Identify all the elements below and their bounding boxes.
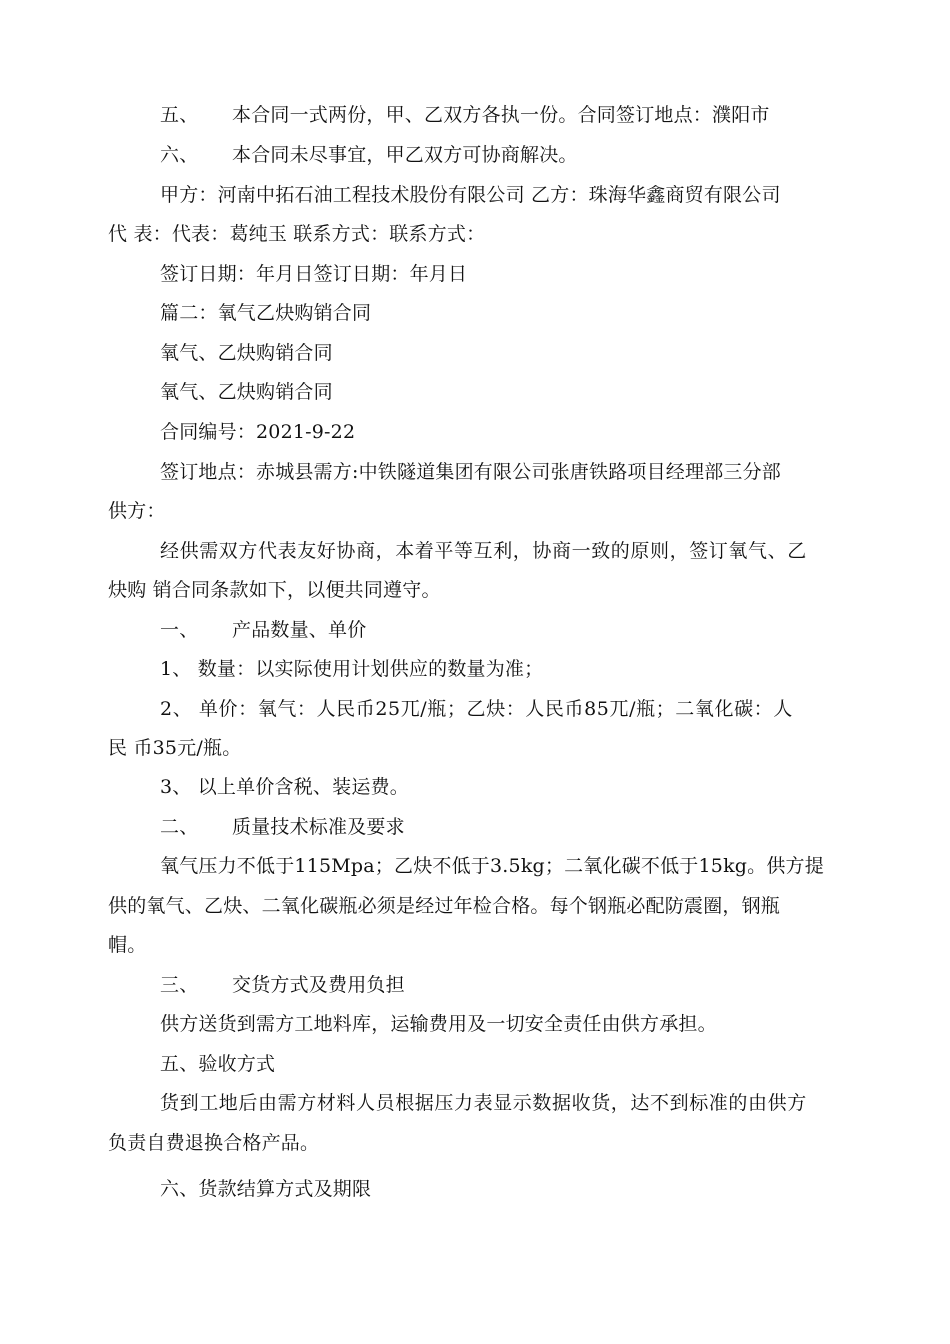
clause-one <box>160 618 366 642</box>
party-names: 甲方：河南中拓石油工程技术股份有限公司 乙方：珠海华鑫商贸有限公司 <box>160 184 781 206</box>
preamble-line: 炔购 销合同条款如下，以便共同遵守。 <box>108 579 441 601</box>
clause-number: 一、 <box>160 619 199 641</box>
clause-number: 三、 <box>160 974 199 996</box>
item-quantity: 1、 数量：以实际使用计划供应的数量为准； <box>160 658 544 680</box>
supplier-line: 供方： <box>108 500 166 522</box>
section-heading: 篇二：氧气乙炔购销合同 <box>160 302 372 324</box>
delivery-paragraph: 供方送货到需方工地料库，运输费用及一切安全责任由供方承担。 <box>160 1013 717 1035</box>
quality-paragraph-line: 帽。 <box>108 934 147 956</box>
inspection-paragraph-line: 货到工地后由需方材料人员根据压力表显示数据收货，达不到标准的由供方 <box>160 1092 807 1114</box>
clause-text: 本合同未尽事宜，甲乙双方可协商解决。 <box>232 144 578 166</box>
item-price: 2、 单价：氧气：人民币25兀/瓶；乙炔：人民币85兀/瓶；二氧化碳：人 <box>160 698 793 720</box>
contract-number: 合同编号：2021-9-22 <box>160 421 356 443</box>
representatives: 代 表：代表：葛纯玉 联系方式：联系方式： <box>108 223 486 245</box>
clause-number: 五、 <box>160 104 199 126</box>
item-price-continued: 民 币35元/瓶。 <box>108 737 242 759</box>
contract-title: 氧气、乙炔购销合同 <box>160 381 333 403</box>
clause-heading: 质量技术标准及要求 <box>232 816 405 838</box>
preamble-line: 经供需双方代表友好协商，本着平等互利，协商一致的原则，签订氧气、乙 <box>160 540 807 562</box>
clause-five <box>160 103 770 127</box>
item-tax: 3、 以上单价含税、装运费。 <box>160 776 409 798</box>
clause-five-inspection: 五、验收方式 <box>160 1053 276 1075</box>
clause-heading: 产品数量、单价 <box>232 619 367 641</box>
contract-title: 氧气、乙炔购销合同 <box>160 342 333 364</box>
clause-three <box>160 973 405 997</box>
clause-six-payment: 六、货款结算方式及期限 <box>160 1178 372 1200</box>
clause-two <box>160 815 405 839</box>
clause-six <box>160 143 578 167</box>
signing-place: 签订地点：赤城县需方:中铁隧道集团有限公司张唐铁路项目经理部三分部 <box>160 461 782 483</box>
clause-number: 二、 <box>160 816 199 838</box>
inspection-paragraph-line: 负责自费退换合格产品。 <box>108 1132 320 1154</box>
quality-paragraph-line: 供的氧气、乙炔、二氧化碳瓶必须是经过年检合格。每个钢瓶必配防震圈，钢瓶 <box>108 895 781 917</box>
signing-date: 签订日期：年月日签订日期：年月日 <box>160 263 468 285</box>
clause-number: 六、 <box>160 144 199 166</box>
quality-paragraph-line: 氧气压力不低于115Mpa；乙炔不低于3.5kg；二氧化碳不低于15kg。供方提 <box>160 855 824 877</box>
clause-heading: 交货方式及费用负担 <box>232 974 405 996</box>
clause-text: 本合同一式两份，甲、乙双方各执一份。合同签订地点：濮阳市 <box>232 104 770 126</box>
